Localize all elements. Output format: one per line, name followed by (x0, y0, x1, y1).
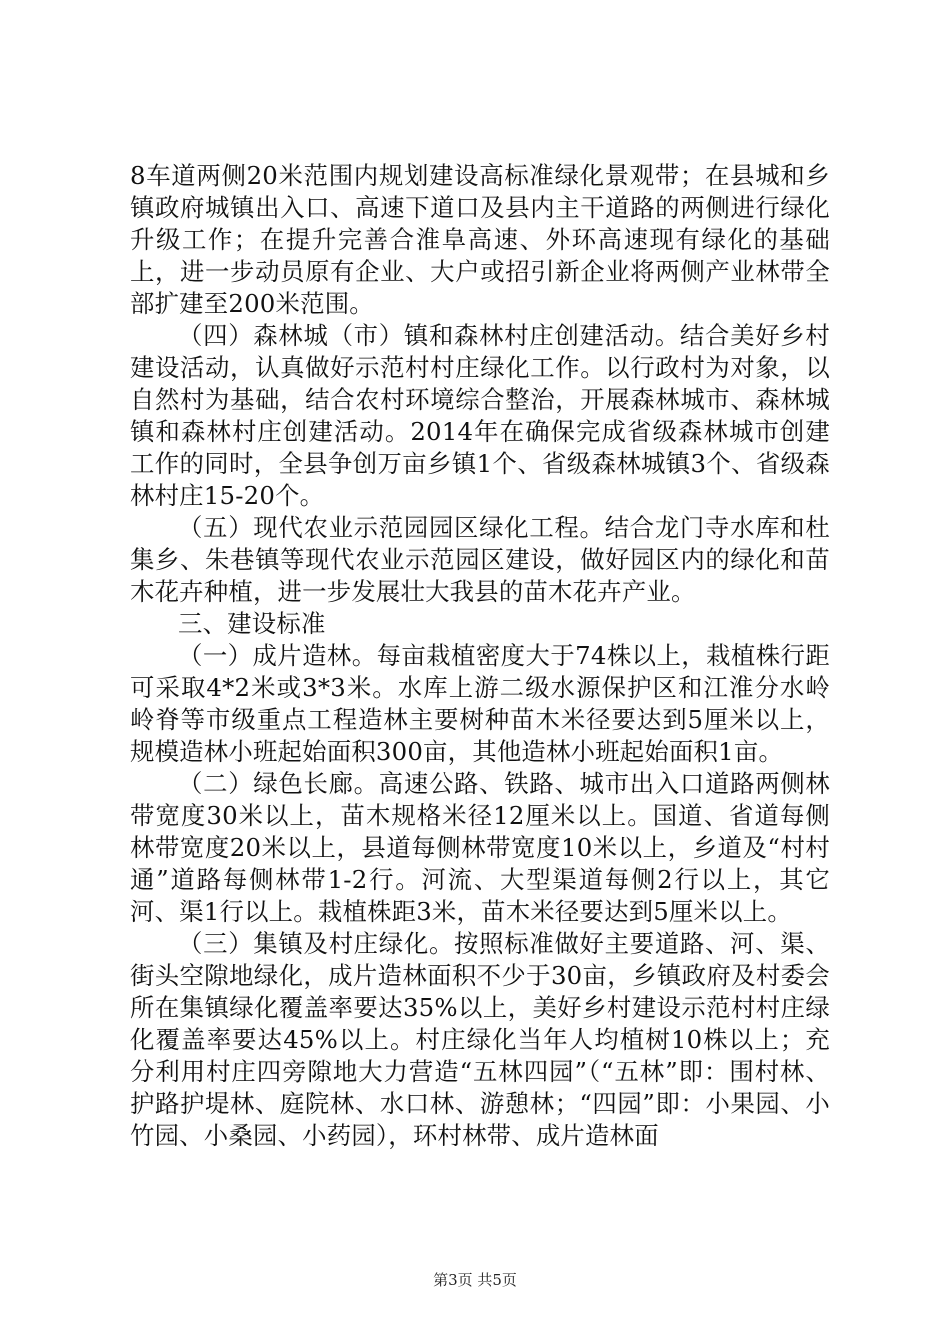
paragraph-village-greening-standard: （三）集镇及村庄绿化。按照标准做好主要道路、河、渠、街头空隙地绿化，成片造林面积不少于30亩，乡镇政府及村委会所在集镇绿化覆盖率要达35%以上，美好乡村建设示范村村庄绿化覆盖率要达45%以上。村庄绿化当年人均植树10株以上；充分利用村庄四旁隙地大力营造“五林四园”（“五林”即：围村林、护路护堤林、庭院林、水口林、游憩林；“四园”即：小果园、小竹园、小桑园、小药园），环村林带、成片造林面 (130, 929, 830, 1150)
paragraph-afforestation-standard: （一）成片造林。每亩栽植密度大于74株以上，栽植株行距可采取4*2米或3*3米。水库上游二级水源保护区和江淮分水岭岭脊等市级重点工程造林主要树种苗木米径要达到5厘米以上，规模造林小班起始面积300亩，其他造林小班起始面积1亩。 (130, 641, 830, 766)
paragraph-agri-park-greening: （五）现代农业示范园园区绿化工程。结合龙门寺水库和杜集乡、朱巷镇等现代农业示范园区建设，做好园区内的绿化和苗木花卉种植，进一步发展壮大我县的苗木花卉产业。 (130, 513, 830, 606)
section-heading-construction-standards: 三、建设标准 (178, 609, 326, 638)
paragraph-forest-town-village: （四）森林城（市）镇和森林村庄创建活动。结合美好乡村建设活动，认真做好示范村村庄绿化工作。以行政村为对象，以自然村为基础，结合农村环境综合整治，开展森林城市、森林城镇和森林村庄创建活动。2014年在确保完成省级森林城市创建工作的同时，全县争创万亩乡镇1个、省级森林城镇3个、省级森林村庄15-20个。 (130, 321, 830, 510)
document-body (130, 160, 830, 1152)
paragraph-green-belt-continued: 8车道两侧20米范围内规划建设高标准绿化景观带；在县城和乡镇政府城镇出入口、高速下道口及县内主干道路的两侧进行绿化升级工作；在提升完善合淮阜高速、外环高速现有绿化的基础上，进一步动员原有企业、大户或招引新企业将两侧产业林带全部扩建至200米范围。 (130, 161, 830, 318)
page-number-footer: 第3页 共5页 (433, 1271, 517, 1289)
paragraph-green-corridor-standard: （二）绿色长廊。高速公路、铁路、城市出入口道路两侧林带宽度30米以上，苗木规格米径12厘米以上。国道、省道每侧林带宽度20米以上，县道每侧林带宽度10米以上，乡道及“村村通”道路每侧林带1-2行。河流、大型渠道每侧2行以上，其它河、渠1行以上。栽植株距3米，苗木米径要达到5厘米以上。 (130, 769, 830, 926)
